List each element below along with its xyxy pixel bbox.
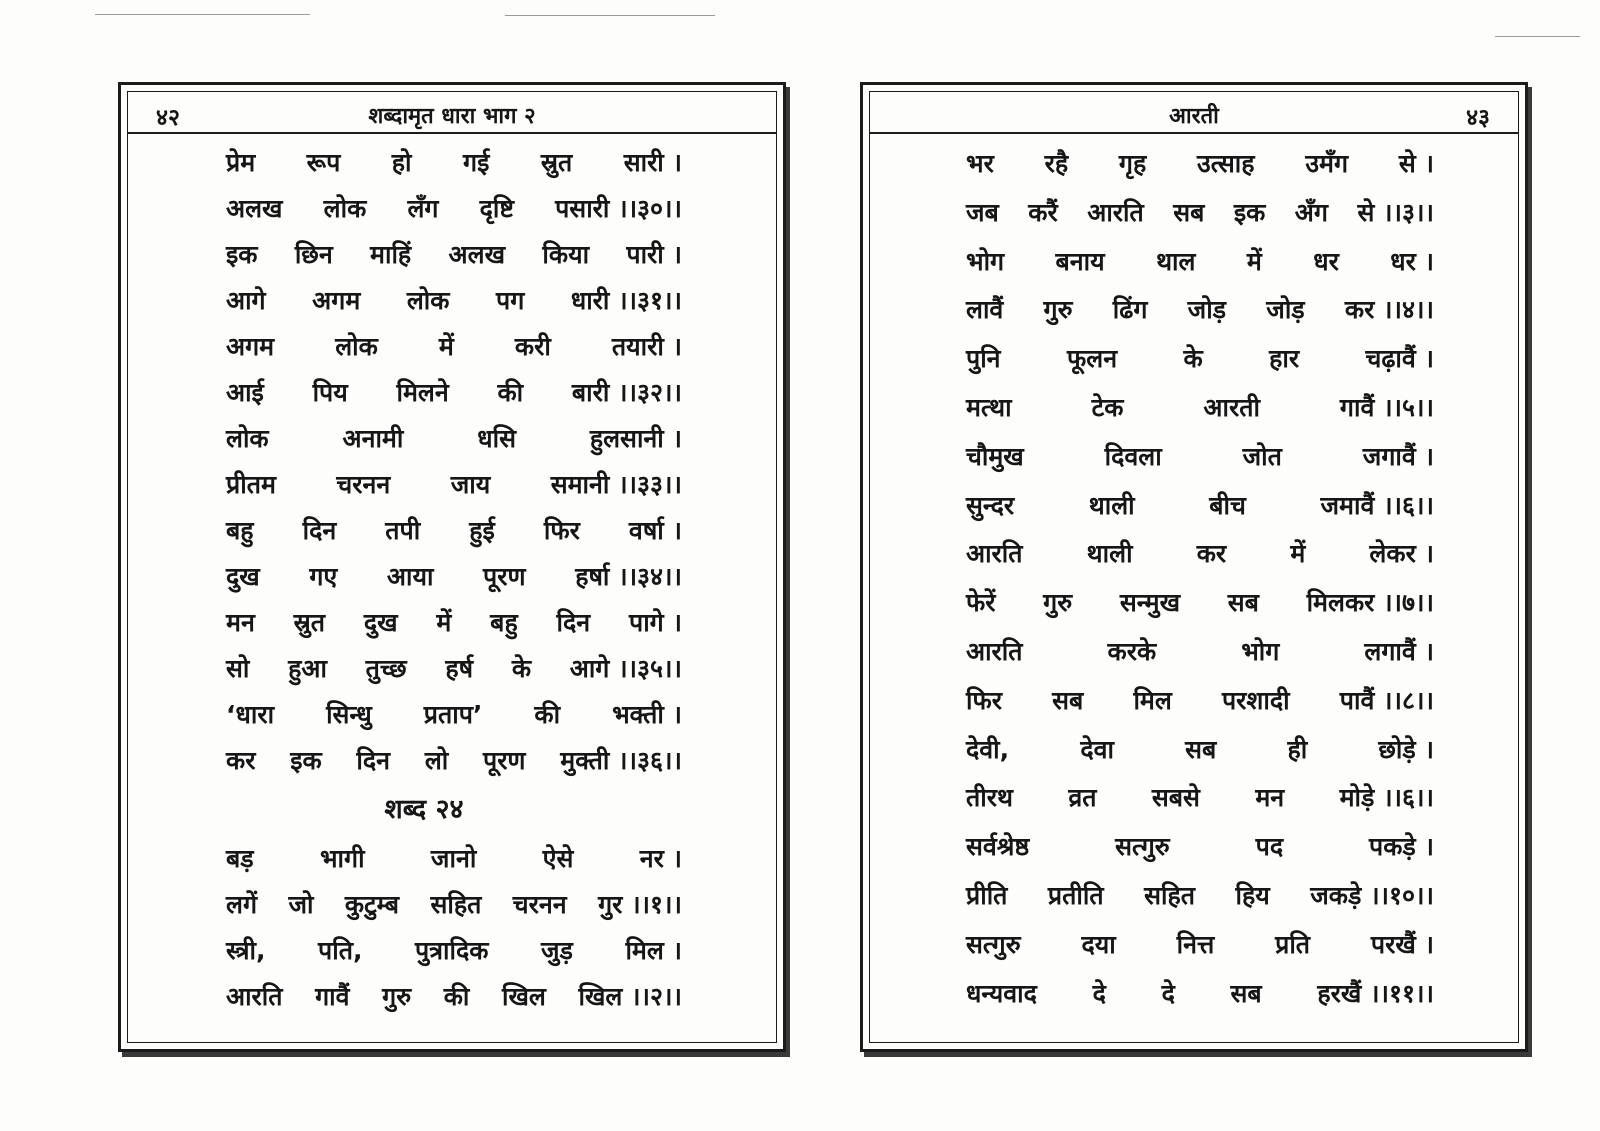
verse-word: जोड़: [1187, 295, 1227, 325]
verse-word: मिलने: [396, 378, 449, 407]
verse-word: भर: [966, 149, 994, 178]
right-page-header: [870, 92, 1518, 134]
verse-word: दिन: [302, 516, 337, 545]
verse-word: लगें: [226, 890, 258, 919]
verse-word: लोक: [323, 194, 367, 223]
verse-word: कर ।।४।।: [1344, 295, 1434, 325]
verse-word: समानी ।।३३।।: [550, 470, 682, 499]
verse-word: आरति: [1087, 197, 1144, 227]
verse-word: में: [1290, 539, 1306, 569]
verse-line: [226, 508, 682, 554]
verse-word: अलख: [226, 194, 283, 223]
verse-word: सारी ।: [623, 148, 682, 177]
verse-word: तपी: [385, 516, 421, 545]
verse-word: पुनि: [966, 344, 1001, 374]
verse-word: थाल: [1156, 246, 1196, 276]
verse-word: स्रुत: [540, 148, 573, 177]
verse-word: भोग: [966, 246, 1005, 276]
verse-word: चरनन: [512, 890, 567, 919]
verse-word: चौमुख: [966, 441, 1024, 471]
verse-line: [966, 628, 1434, 677]
verse-line: [966, 286, 1434, 335]
verse-word: धन्यवाद: [966, 978, 1037, 1008]
verse-word: आरती: [1203, 392, 1260, 422]
verse-word: सब: [1185, 734, 1217, 764]
verse-word: सबसे: [1151, 783, 1200, 813]
scan-speck: [1495, 36, 1580, 37]
verse-word: गावैं: [315, 982, 350, 1011]
verse-word: जब: [966, 197, 999, 227]
verse-word: कर: [226, 746, 256, 775]
verse-word: आगे ।।३५।।: [569, 654, 682, 683]
verse-word: व्रत: [1068, 783, 1097, 813]
left-page-verses: [226, 140, 682, 1020]
verse-word: सन्मुख: [1119, 588, 1181, 618]
verse-word: देवी,: [966, 734, 1010, 764]
verse-line: [226, 232, 682, 278]
verse-word: में: [436, 608, 452, 637]
verse-line: [226, 370, 682, 416]
verse-word: कर: [1196, 539, 1227, 569]
verses-after-heading: [226, 836, 682, 1020]
right-page: [860, 82, 1528, 1052]
verse-word: धर: [1313, 246, 1339, 276]
verse-word: ‘धारा: [226, 700, 275, 729]
verse-word: टेक: [1091, 392, 1124, 422]
verse-line: [226, 882, 682, 928]
verse-word: में: [1246, 246, 1262, 276]
right-page-header-title: आरती: [1169, 104, 1219, 129]
verse-line: [966, 579, 1434, 628]
verse-word: परखैं ।: [1370, 929, 1434, 959]
verse-word: ही: [1287, 734, 1308, 764]
verse-word: चरनन: [336, 470, 391, 499]
verse-line: [226, 692, 682, 738]
verse-word: बीच: [1209, 490, 1246, 520]
verse-line: [226, 600, 682, 646]
left-page-number: ४२: [156, 105, 180, 131]
verse-word: करैं: [1028, 197, 1058, 227]
verse-word: मुक्ती ।।३६।।: [560, 746, 682, 775]
verse-word: थाली: [1086, 539, 1133, 569]
verse-word: आई: [226, 378, 264, 407]
verse-word: फूलन: [1066, 344, 1118, 374]
verse-line: [966, 335, 1434, 384]
verse-word: हुआ: [288, 654, 327, 683]
verse-line: [966, 238, 1434, 287]
verse-line: [226, 928, 682, 974]
verse-word: लो: [424, 746, 449, 775]
verse-line: [226, 416, 682, 462]
verse-word: पिय: [312, 378, 348, 407]
verse-word: सहित: [1144, 880, 1195, 910]
verse-word: हुलसानी ।: [589, 424, 682, 453]
verse-word: लोक: [406, 286, 450, 315]
verse-word: मोड़े ।।६।।: [1339, 783, 1434, 813]
verse-word: छिन: [294, 240, 333, 269]
verse-word: प्रीतम: [226, 470, 276, 499]
verse-word: कुटुम्ब: [344, 890, 400, 919]
verse-word: करके: [1107, 636, 1157, 666]
verse-line: [226, 836, 682, 882]
verse-word: बड़: [226, 844, 254, 873]
verse-line: [966, 872, 1434, 921]
verse-word: लावैं: [966, 295, 1004, 325]
verse-word: जानो: [430, 844, 477, 873]
verse-word: जमावैं ।।६।।: [1320, 490, 1434, 520]
verses-before-heading: [226, 140, 682, 784]
verse-word: आरति: [966, 636, 1023, 666]
verse-word: बहु: [226, 516, 254, 545]
verse-word: उत्साह: [1197, 149, 1255, 178]
verse-word: तयारी ।: [611, 332, 682, 361]
verse-word: सो: [226, 654, 250, 683]
verse-line: [226, 324, 682, 370]
verse-word: दिवला: [1104, 441, 1162, 471]
verse-word: गुरु: [1043, 295, 1073, 325]
verse-word: धसि: [477, 424, 516, 453]
verse-word: से ।: [1398, 149, 1434, 178]
verse-word: पसारी ।।३०।।: [555, 194, 682, 223]
verse-word: करी: [514, 332, 551, 361]
verse-word: जुड़: [540, 936, 573, 965]
verse-word: पूरण: [483, 562, 526, 591]
verse-word: मन: [1255, 783, 1285, 813]
aarti-verses: [966, 140, 1434, 1018]
verse-line: [966, 921, 1434, 970]
verse-word: मन: [226, 608, 255, 637]
verse-word: देवा: [1080, 734, 1114, 764]
verse-word: के: [1183, 344, 1203, 374]
verse-word: हार: [1269, 344, 1300, 374]
verse-word: प्रीति: [966, 880, 1008, 910]
left-page: [118, 82, 786, 1052]
verse-line: [966, 384, 1434, 433]
verse-word: दे: [1161, 978, 1175, 1008]
verse-line: [226, 738, 682, 784]
verse-word: पारी ।: [626, 240, 682, 269]
verse-word: सिन्धु: [326, 700, 372, 729]
verse-word: अगम: [226, 332, 275, 361]
verse-word: सुन्दर: [966, 490, 1015, 520]
verse-word: इक: [290, 746, 322, 775]
verse-word: इक: [1233, 197, 1266, 227]
verse-word: रहै: [1044, 149, 1069, 178]
verse-word: प्रेम: [226, 148, 256, 177]
verse-word: दृष्टि: [479, 194, 514, 223]
verse-line: [226, 554, 682, 600]
verse-line: [966, 970, 1434, 1019]
verse-word: पूरण: [483, 746, 526, 775]
verse-word: जगावैं ।: [1362, 441, 1434, 471]
verse-word: फेरें: [966, 588, 996, 618]
right-page-frame: [869, 91, 1519, 1043]
verse-word: जोड़: [1266, 295, 1305, 325]
verse-word: अँग: [1294, 197, 1328, 227]
verse-word: धर ।: [1390, 246, 1434, 276]
verse-line: [966, 774, 1434, 823]
verse-word: सत्गुरु: [1115, 832, 1170, 862]
verse-word: गई: [463, 148, 490, 177]
verse-word: हरखैं ।।११।।: [1317, 978, 1434, 1008]
verse-word: हर्ष: [445, 654, 474, 683]
verse-word: दे: [1092, 978, 1106, 1008]
verse-word: प्रताप’: [423, 700, 483, 729]
verse-word: से ।।३।।: [1357, 197, 1434, 227]
right-page-verses: [966, 140, 1434, 1018]
verse-word: प्रति: [1275, 929, 1311, 959]
verse-word: बहु: [490, 608, 518, 637]
verse-word: भोग: [1241, 636, 1280, 666]
verse-word: सर्वश्रेष्ठ: [966, 832, 1030, 862]
verse-word: अगम: [312, 286, 361, 315]
verse-word: चढ़ावैं ।: [1365, 344, 1434, 374]
verse-word: गावैं ।।५।।: [1339, 392, 1434, 422]
verse-word: अनामी: [342, 424, 404, 453]
verse-word: ढिंग: [1112, 295, 1148, 325]
verse-word: गुरु: [382, 982, 412, 1011]
verse-word: तीरथ: [966, 783, 1013, 813]
left-page-header: [128, 92, 776, 134]
verse-word: बनाय: [1055, 246, 1105, 276]
verse-word: फिर: [543, 516, 580, 545]
verse-word: दया: [1081, 929, 1116, 959]
verse-word: पति,: [318, 936, 363, 965]
right-page-number: ४३: [1466, 105, 1490, 131]
verse-word: सब: [1173, 197, 1205, 227]
verse-word: नित्त: [1176, 929, 1215, 959]
verse-line: [226, 140, 682, 186]
verse-word: के: [511, 654, 532, 683]
verse-word: जकड़े ।।१०।।: [1310, 880, 1434, 910]
verse-line: [226, 646, 682, 692]
verse-word: किया: [542, 240, 590, 269]
verse-word: की: [534, 700, 561, 729]
verse-word: लगावैं ।: [1364, 636, 1434, 666]
verse-word: दिन: [356, 746, 391, 775]
verse-word: की: [443, 982, 470, 1011]
verse-word: थाली: [1088, 490, 1135, 520]
verse-word: स्त्री,: [226, 936, 266, 965]
verse-word: सहित: [430, 890, 482, 919]
verse-word: अलख: [448, 240, 506, 269]
section-heading: शब्द २४: [384, 794, 464, 825]
verse-word: भागी: [319, 844, 365, 873]
verse-word: प्रतीति: [1047, 880, 1104, 910]
verse-word: पकड़े ।: [1369, 832, 1434, 862]
verse-word: पागे ।: [629, 608, 682, 637]
verse-line: [966, 140, 1434, 189]
verse-line: [226, 278, 682, 324]
verse-line: [966, 433, 1434, 482]
verse-word: पुत्रादिक: [415, 936, 489, 965]
verse-word: धारी ।।३१।।: [570, 286, 682, 315]
verse-word: जो: [288, 890, 314, 919]
verse-word: की: [497, 378, 524, 407]
verse-word: स्रुत: [293, 608, 326, 637]
verse-word: दुख: [363, 608, 398, 637]
verse-word: बारी ।।३२।।: [571, 378, 682, 407]
verse-word: सब: [1052, 685, 1084, 715]
verse-word: भक्ती ।: [612, 700, 682, 729]
verse-word: हुई: [469, 516, 495, 545]
verse-word: गृह: [1118, 149, 1147, 178]
verse-word: सब: [1230, 978, 1262, 1008]
verse-word: जाय: [450, 470, 491, 499]
verse-line: [966, 530, 1434, 579]
verse-word: इक: [226, 240, 258, 269]
verse-word: पग: [496, 286, 525, 315]
verse-word: जोत: [1242, 441, 1282, 471]
verse-word: सत्गुरु: [966, 929, 1021, 959]
verse-line: [226, 462, 682, 508]
verse-word: लँग: [407, 194, 439, 223]
verse-word: पावैं ।।८।।: [1339, 685, 1434, 715]
verse-word: में: [438, 332, 454, 361]
left-page-frame: [127, 91, 777, 1043]
verse-word: माहिं: [370, 240, 412, 269]
verse-word: फिर: [966, 685, 1002, 715]
verse-word: दिन: [556, 608, 591, 637]
verse-word: आरति: [966, 539, 1023, 569]
verse-word: ऐसे: [542, 844, 574, 873]
verse-word: गुर ।।१।।: [598, 890, 682, 919]
verse-word: लेकर ।: [1369, 539, 1434, 569]
verse-word: परशादी: [1221, 685, 1290, 715]
verse-line: [966, 677, 1434, 726]
verse-word: दुख: [226, 562, 260, 591]
verse-word: छोड़े ।: [1378, 734, 1434, 764]
verse-word: गए: [309, 562, 338, 591]
verse-word: वर्षा ।: [628, 516, 682, 545]
verse-word: हर्षा ।।३४।।: [575, 562, 682, 591]
verse-word: हो: [391, 148, 412, 177]
left-page-header-title: शब्दामृत धारा भाग २: [368, 104, 536, 129]
verse-line: [226, 186, 682, 232]
verse-word: गुरु: [1043, 588, 1073, 618]
verse-word: हिय: [1235, 880, 1270, 910]
verse-word: सब: [1227, 588, 1259, 618]
scan-speck: [95, 14, 310, 15]
verse-word: लोक: [335, 332, 378, 361]
verse-word: पद: [1255, 832, 1284, 862]
verse-word: मिल: [1133, 685, 1172, 715]
verse-word: रूप: [306, 148, 341, 177]
verse-line: [966, 189, 1434, 238]
verse-word: खिल ।।२।।: [578, 982, 682, 1011]
verse-word: नर ।: [639, 844, 682, 873]
verse-word: आया: [386, 562, 434, 591]
scan-speck: [505, 15, 715, 16]
verse-word: मत्था: [966, 392, 1012, 422]
verse-word: खिल: [502, 982, 546, 1011]
verse-line: [966, 823, 1434, 872]
verse-word: आरति: [226, 982, 283, 1011]
verse-word: मिल ।: [625, 936, 682, 965]
verse-line: [966, 726, 1434, 775]
verse-word: आगे: [226, 286, 266, 315]
verse-word: तुच्छ: [365, 654, 407, 683]
verse-line: [226, 974, 682, 1020]
verse-word: लोक: [226, 424, 269, 453]
verse-word: मिलकर ।।७।।: [1306, 588, 1434, 618]
verse-word: उमँग: [1305, 149, 1349, 178]
verse-line: [966, 482, 1434, 531]
